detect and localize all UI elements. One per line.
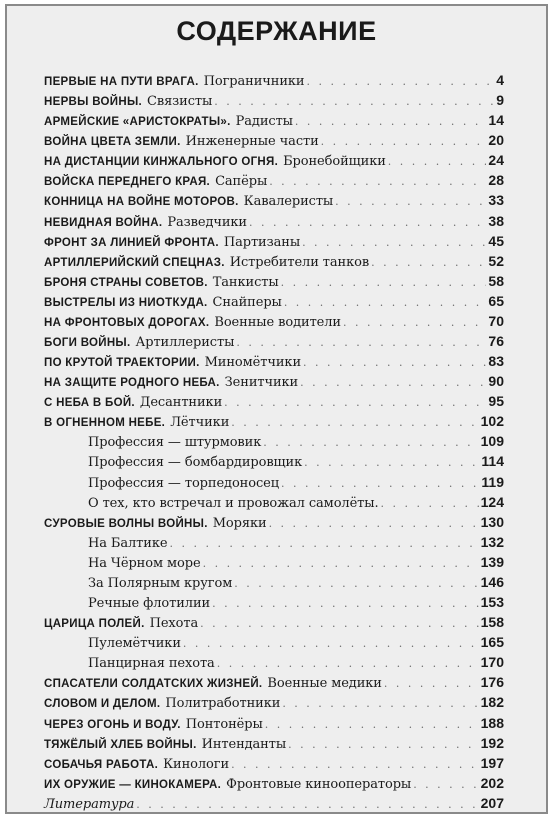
page-number: 170 (480, 654, 504, 671)
dot-leader (234, 574, 478, 594)
dot-leader (214, 92, 494, 112)
toc-entry (44, 211, 504, 231)
dot-leader (343, 313, 486, 333)
chapter-subtitle: Фронтовые кинооператоры (226, 776, 412, 792)
page-number: 45 (488, 232, 504, 249)
toc-subentry (44, 492, 504, 512)
subsection-title: Профессия — торпедоносец (88, 475, 280, 491)
toc-subentry (44, 572, 504, 592)
chapter-subtitle: Десантники (139, 395, 223, 411)
chapter-title: НА ЗАЩИТЕ РОДНОГО НЕБА. (44, 377, 220, 390)
page-number: 153 (480, 594, 504, 611)
dot-leader (300, 373, 486, 393)
chapter-title: ФРОНТ ЗА ЛИНИЕЙ ФРОНТА. (44, 236, 219, 249)
subsection-title: Профессия — бомбардировщик (88, 455, 303, 471)
chapter-subtitle: Танкисты (212, 274, 279, 290)
chapter-subtitle: Миномётчики (204, 355, 302, 371)
chapter-subtitle: Лётчики (170, 415, 230, 431)
page-number: 124 (480, 493, 504, 510)
chapter-title: ВЫСТРЕЛЫ ИЗ НИОТКУДА. (44, 296, 208, 309)
dot-leader (249, 213, 486, 233)
toc-entry (44, 291, 504, 311)
toc-subentry (44, 532, 504, 552)
dot-leader (281, 474, 479, 494)
chapter-subtitle: Сапёры (215, 174, 268, 190)
chapter-subtitle: Политработники (165, 696, 281, 712)
dot-leader (136, 795, 478, 815)
page-number: 132 (480, 533, 504, 550)
toc-entry (44, 371, 504, 391)
toc-subentry (44, 552, 504, 572)
chapter-subtitle: Партизаны (223, 234, 301, 250)
toc-entry (44, 170, 504, 190)
page-number: 58 (488, 272, 504, 289)
chapter-subtitle: Военные водители (214, 314, 341, 330)
dot-leader (200, 614, 479, 634)
chapter-title: СОБАЧЬЯ РАБОТА. (44, 758, 159, 771)
chapter-title: НА ДИСТАНЦИИ КИНЖАЛЬНОГО ОГНЯ. (44, 156, 279, 169)
chapter-title: С НЕБА В БОЙ. (44, 397, 135, 410)
page-number: 95 (488, 393, 504, 410)
page-number: 20 (488, 132, 504, 149)
chapter-subtitle: Интенданты (201, 736, 287, 752)
chapter-title: ПО КРУТОЙ ТРАЕКТОРИИ. (44, 357, 200, 370)
dot-leader (381, 494, 479, 514)
dot-leader (269, 172, 486, 192)
chapter-subtitle: Артиллеристы (135, 335, 235, 351)
chapter-title: БОГИ ВОЙНЫ. (44, 337, 131, 350)
chapter-subtitle: Пехота (149, 616, 199, 632)
page-number: 70 (488, 312, 504, 329)
page-number: 119 (481, 473, 504, 490)
chapter-title: СЛОВОМ И ДЕЛОМ. (44, 698, 161, 711)
subsection-title: Профессия — штурмовик (88, 435, 262, 451)
page-number: 182 (480, 694, 504, 711)
page-number: 146 (480, 573, 504, 590)
dot-leader (288, 735, 479, 755)
dot-leader (304, 453, 479, 473)
dot-leader (203, 554, 479, 574)
chapter-subtitle: Радисты (235, 114, 293, 130)
page-number: 130 (480, 513, 504, 530)
table-of-contents (44, 70, 504, 813)
toc-entry (44, 692, 504, 712)
dot-leader (263, 433, 478, 453)
toc-entry (44, 713, 504, 733)
dot-leader (295, 112, 487, 132)
dot-leader (269, 514, 479, 534)
dot-leader (281, 273, 487, 293)
page-number: 14 (488, 112, 504, 129)
page-number: 76 (488, 333, 504, 350)
page-number: 158 (480, 614, 504, 631)
chapter-title: ВОЙСКА ПЕРЕДНЕГО КРАЯ. (44, 176, 211, 189)
chapter-title: ПЕРВЫЕ НА ПУТИ ВРАГА. (44, 76, 199, 88)
chapter-title: ЦАРИЦА ПОЛЕЙ. (44, 618, 145, 631)
subsection-title: На Чёрном море (88, 555, 201, 571)
toc-entry (44, 90, 504, 110)
page-title: СОДЕРЖАНИЕ (176, 16, 377, 46)
dot-leader (224, 393, 486, 413)
toc-subentry (44, 592, 504, 612)
toc-entry (44, 612, 504, 632)
chapter-title: ЧЕРЕЗ ОГОНЬ И ВОДУ. (44, 718, 181, 731)
dot-leader (284, 293, 487, 313)
subsection-title: Речные флотилии (88, 596, 211, 612)
dot-leader (169, 534, 478, 554)
page-number: 38 (488, 212, 504, 229)
page-number: 207 (480, 794, 504, 811)
chapter-subtitle: Понтонёры (185, 716, 263, 732)
toc-entry (44, 231, 504, 251)
toc-entry (44, 110, 504, 130)
subsection-title: На Балтике (88, 535, 168, 551)
toc-entry (44, 351, 504, 371)
dot-leader (303, 353, 486, 373)
toc-subentry (44, 632, 504, 652)
chapter-title: КОННИЦА НА ВОЙНЕ МОТОРОВ. (44, 196, 239, 209)
dot-leader (183, 634, 479, 654)
page-number: 28 (488, 172, 504, 189)
dot-leader (217, 654, 479, 674)
chapter-title: БРОНЯ СТРАНЫ СОВЕТОВ. (44, 276, 208, 289)
chapter-subtitle: Военные медики (267, 676, 382, 692)
chapter-subtitle: Кавалеристы (243, 194, 334, 210)
toc-entry-literature (44, 793, 504, 813)
page-number: 33 (488, 192, 504, 209)
dot-leader (282, 694, 478, 714)
toc-subentry (44, 472, 504, 492)
dot-leader (413, 775, 478, 795)
chapter-title: СПАСАТЕЛИ СОЛДАТСКИХ ЖИЗНЕЙ. (44, 678, 263, 691)
chapter-subtitle: Пограничники (203, 74, 305, 89)
page-number: 165 (480, 634, 504, 651)
page-number: 197 (480, 754, 504, 771)
toc-entry (44, 672, 504, 692)
page-number: 4 (496, 72, 504, 88)
toc-entry (44, 190, 504, 210)
page-number: 202 (480, 774, 504, 791)
subsection-title: О тех, кто встречал и провожал самолёты. (88, 495, 379, 511)
dot-leader (236, 333, 486, 353)
page-number: 52 (488, 252, 504, 269)
dot-leader (231, 755, 479, 775)
page-number: 188 (480, 714, 504, 731)
chapter-subtitle: Инженерные части (185, 134, 319, 150)
dot-leader (321, 132, 487, 152)
toc-entry (44, 311, 504, 331)
dot-leader (265, 715, 479, 735)
toc-entry (44, 251, 504, 271)
chapter-subtitle: Истребители танков (229, 254, 370, 270)
page-number: 109 (480, 433, 504, 450)
subsection-title: Пулемётчики (88, 636, 181, 652)
dot-leader (335, 192, 486, 212)
chapter-title: СУРОВЫЕ ВОЛНЫ ВОЙНЫ. (44, 517, 208, 530)
dot-leader (212, 594, 479, 614)
chapter-title: АРМЕЙСКИЕ «АРИСТОКРАТЫ». (44, 116, 231, 129)
chapter-title: ВОЙНА ЦВЕТА ЗЕМЛИ. (44, 136, 181, 149)
toc-entry (44, 391, 504, 411)
dot-leader (307, 72, 495, 92)
page-number: 139 (480, 553, 504, 570)
page-number: 83 (488, 353, 504, 370)
dot-leader (371, 253, 486, 273)
chapter-subtitle: Зенитчики (224, 375, 299, 391)
toc-entry (44, 411, 504, 431)
page-number: 192 (480, 734, 504, 751)
contents-page (5, 4, 548, 814)
dot-leader (384, 674, 479, 694)
dot-leader (231, 413, 478, 433)
page-number: 102 (480, 413, 504, 430)
page-number: 24 (488, 152, 504, 169)
toc-subentry (44, 451, 504, 471)
page-number: 65 (488, 292, 504, 309)
toc-entry (44, 331, 504, 351)
chapter-subtitle: Бронебойщики (283, 154, 386, 170)
subsection-title: Панцирная пехота (88, 656, 215, 672)
chapter-subtitle: Литература (44, 796, 135, 812)
subsection-title: За Полярным кругом (88, 575, 233, 591)
toc-subentry (44, 652, 504, 672)
dot-leader (388, 152, 487, 172)
toc-entry (44, 753, 504, 773)
chapter-subtitle: Кинологи (163, 756, 230, 772)
page-number: 90 (488, 373, 504, 390)
chapter-subtitle: Связисты (147, 94, 213, 110)
chapter-title: НЕВИДНАЯ ВОЙНА. (44, 216, 163, 229)
toc-entry (44, 150, 504, 170)
toc-entry (44, 70, 504, 90)
chapter-subtitle: Снайперы (212, 294, 282, 310)
chapter-title: НЕРВЫ ВОЙНЫ. (44, 96, 142, 109)
page-number: 9 (496, 92, 504, 109)
page-number: 176 (480, 674, 504, 691)
chapter-title: ИХ ОРУЖИЕ — КИНОКАМЕРА. (44, 778, 222, 791)
toc-entry (44, 773, 504, 793)
chapter-title: ТЯЖЁЛЫЙ ХЛЕБ ВОЙНЫ. (44, 738, 197, 751)
toc-entry (44, 130, 504, 150)
chapter-title: АРТИЛЛЕРИЙСКИЙ СПЕЦНАЗ. (44, 256, 225, 269)
dot-leader (302, 233, 486, 253)
toc-entry (44, 512, 504, 532)
chapter-title: В ОГНЕННОМ НЕБЕ. (44, 417, 166, 430)
toc-entry (44, 271, 504, 291)
chapter-subtitle: Моряки (212, 515, 267, 531)
chapter-title: НА ФРОНТОВЫХ ДОРОГАХ. (44, 316, 210, 329)
page-number: 114 (481, 453, 504, 470)
toc-subentry (44, 431, 504, 451)
chapter-subtitle: Разведчики (167, 214, 247, 230)
toc-entry (44, 733, 504, 753)
